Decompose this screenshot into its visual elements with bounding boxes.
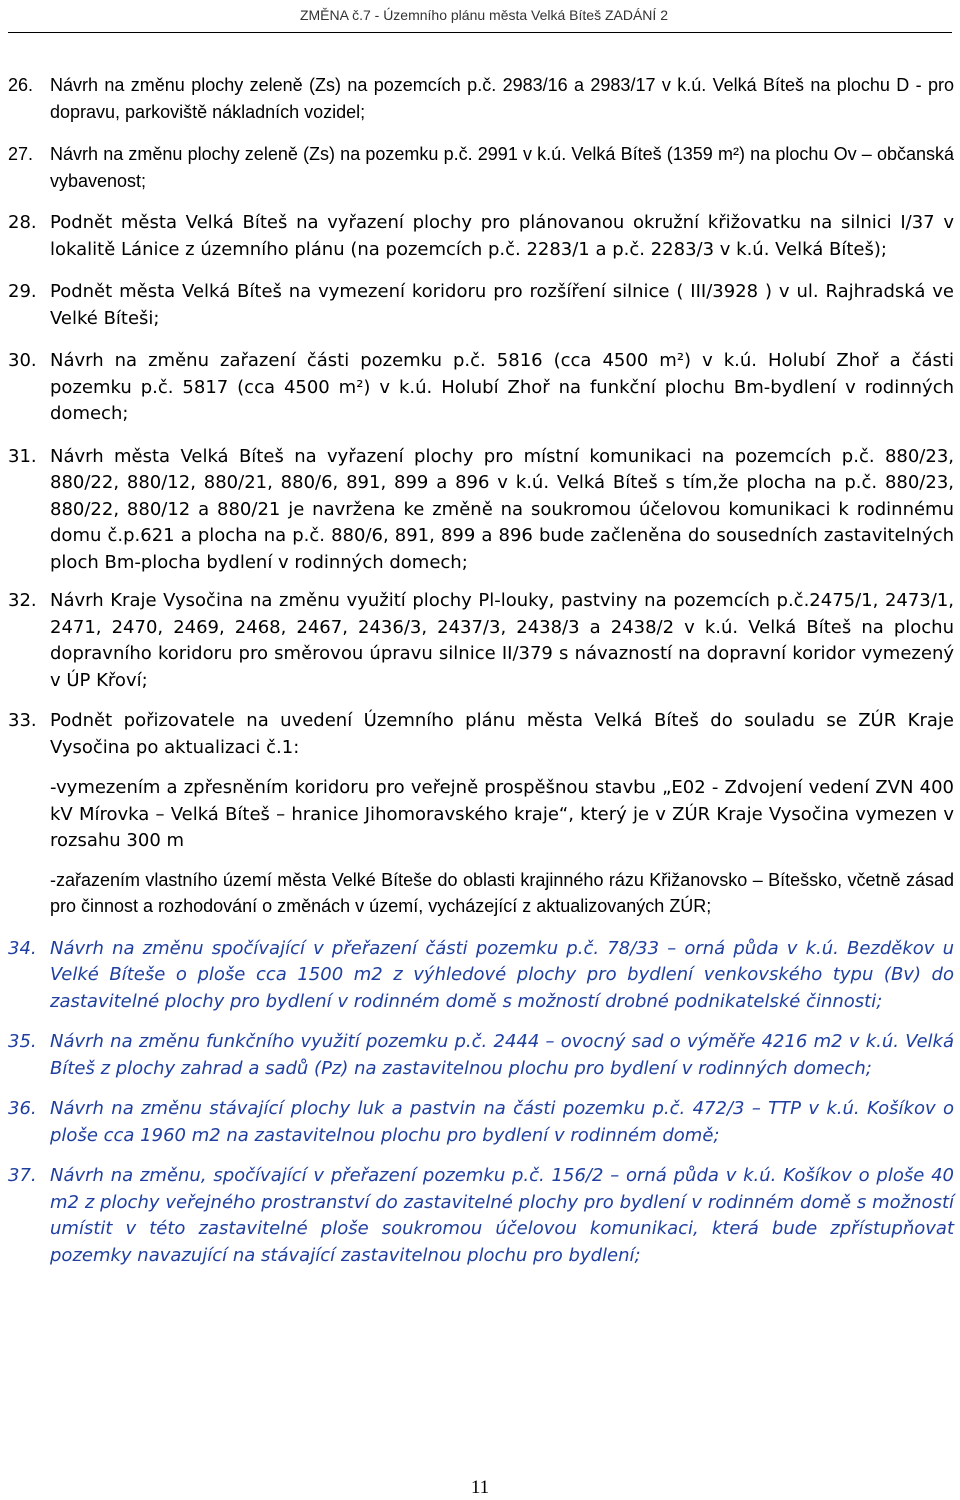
item-text: Návrh na změnu plochy zeleně (Zs) na pozemcích p.č. 2983/16 a 2983/17 v k.ú. Velká Bíteš na plochu D - pro dopravu, parkoviště nákladních vozidel; [50,75,954,122]
item-text: Návrh na změnu zařazení části pozemku p.č. 5816 (cca 4500 m²) v k.ú. Holubí Zhoř a části pozemku p.č. 5817 (cca 4500 m²) v k.ú. Holubí Zhoř na funkční plochu Bm-bydlení v rodinných domech; [50,350,954,424]
list-item [8,141,954,194]
item-number: 27. [8,144,34,164]
list-item [8,708,954,761]
item-number: 35. [8,1031,37,1052]
item-number: 29. [8,281,37,302]
list-item [8,588,954,694]
item-number: 36. [8,1098,37,1119]
item-text: Návrh na změnu spočívající v přeřazení části pozemku p.č. 78/33 – orná půda v k.ú. Bezděkov u Velké Bíteše o ploše cca 1500 m2 z výhledové plochy pro bydlení venkovského typu (Bv) do zastavitelné plochy pro bydlení v rodinném domě s možností drobné podnikatelské činnosti; [50,937,954,1012]
item-text: Podnět pořizovatele na uvedení Územního plánu města Velká Bíteš do souladu se ZÚR Kraje Vysočina po aktualizaci č.1: [50,710,954,758]
list-item [8,1029,954,1082]
list-item [8,444,954,577]
item-number: 30. [8,350,37,371]
header-divider [8,32,952,33]
item-number: 32. [8,590,37,611]
sub-paragraph: -zařazením vlastního území města Velké Bíteše do oblasti krajinného rázu Křižanovsko – Bítešsko, včetně zásad pro činnost a rozhodování o změnách v území, vycházející z aktualizovaných ZÚR; [50,869,954,916]
list-item [8,936,954,1016]
item-number: 33. [8,710,37,731]
sub-paragraph: -vymezením a zpřesněním koridoru pro veřejně prospěšnou stavbu „E02 - Zdvojení vedení ZVN 400 kV Mírovka – Velká Bíteš – hranice Jihomoravského kraje“, který je v ZÚR Kraje Vysočina vymezen v rozsahu 300 m [50,777,954,851]
item-text: Návrh na změnu stávající plochy luk a pastvin na části pozemku p.č. 472/3 – TTP v k.ú. Košíkov o ploše cca 1960 m2 na zastavitelnou plochu pro bydlení v rodinném domě; [50,1098,954,1146]
item-number: 26. [8,75,34,95]
page-number: 11 [470,1477,490,1498]
item-number: 31. [8,445,37,467]
list-item [8,279,954,332]
item-text: Návrh města Velká Bíteš na vyřazení plochy pro místní komunikaci na pozemcích p.č. 880/23, 880/22, 880/12, 880/21, 880/6, 891, 899 a 896 v k.ú. Velká Bíteš s tím,že plocha na p.č. 880/23, 880/22, 880/12 a 880/21 je navržena ke změně na soukromou účelovou komunikaci k rodinnému domu č.p.621 a plocha na p.č. 880/6, 891, 899 a 896 bude začleněna do sousedních zastavitelných ploch Bm-plocha bydlení v rodinných domech; [50,445,954,573]
list-item [8,1096,954,1149]
item-text: Návrh na změnu, spočívající v přeřazení pozemku p.č. 156/2 – orná půda v k.ú. Košíkov o ploše 40 m2 z plochy veřejného prostranství do zastavitelné plochy pro bydlení v rodinném domě s možností umístit v této zastavitelné ploše soukromou účelovou komunikaci, která bude zpřístupňovat pozemky navazující na stávající zastavitelnou plochu pro bydlení; [50,1165,954,1266]
item-text: Návrh na změnu funkčního využití pozemku p.č. 2444 – ovocný sad o výměře 4216 m2 v k.ú. Velká Bíteš z plochy zahrad a sadů (Pz) na zastavitelnou plochu pro bydlení v rodinných domech; [50,1031,954,1079]
running-header: ZMĚNA č.7 - Územního plánu města Velká Bíteš ZADÁNÍ 2 [299,7,668,23]
item-text: Podnět města Velká Bíteš na vymezení koridoru pro rozšíření silnice ( III/3928 ) v ul. Rajhradská ve Velké Bíteši; [50,281,954,329]
item-text: Podnět města Velká Bíteš na vyřazení plochy pro plánovanou okružní křižovatku na silnici I/37 v lokalitě Lánice z územního plánu (na pozemcích p.č. 2283/1 a p.č. 2283/3 v k.ú. Velká Bíteš); [50,212,954,260]
item-text: Návrh Kraje Vysočina na změnu využití plochy Pl-louky, pastviny na pozemcích p.č.2475/1, 2473/1, 2471, 2470, 2469, 2468, 2467, 2436/3, 2437/3, 2438/3 a 2438/2 v k.ú. Velká Bíteš na plochu dopravního koridoru pro směrovou úpravu silnice II/379 s návazností na dopravní koridor vymezený v ÚP Křoví; [50,590,954,691]
list-item [8,1163,954,1269]
item-number: 34. [8,937,37,959]
document-body [8,72,954,1269]
item-number: 28. [8,212,37,233]
item-number: 37. [8,1165,37,1186]
list-item [8,210,954,263]
list-item [8,348,954,428]
item-text: Návrh na změnu plochy zeleně (Zs) na pozemku p.č. 2991 v k.ú. Velká Bíteš (1359 m²) na plochu Ov – občanská vybavenost; [50,144,954,191]
list-item [8,72,954,125]
